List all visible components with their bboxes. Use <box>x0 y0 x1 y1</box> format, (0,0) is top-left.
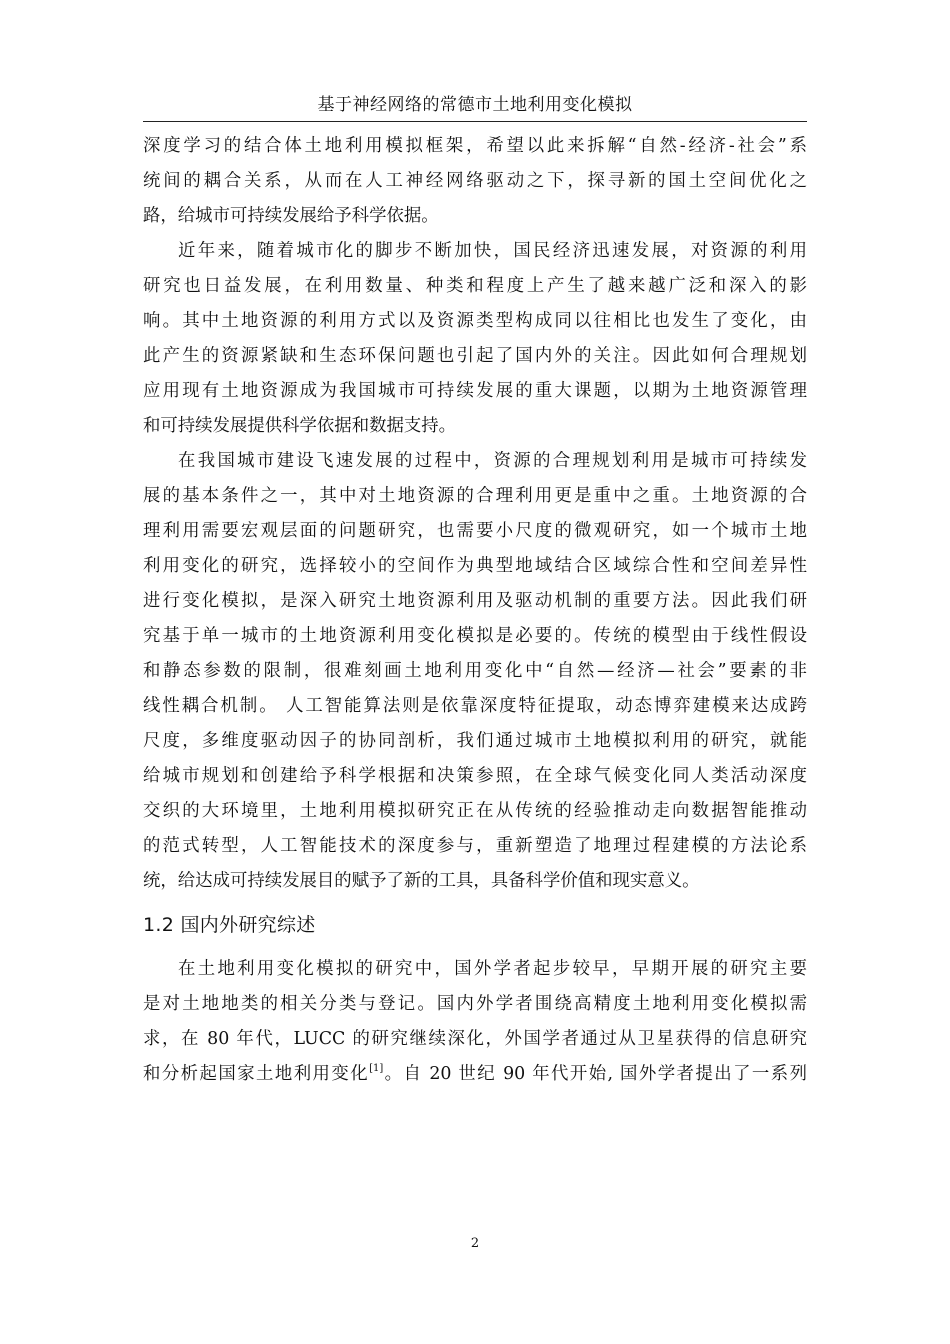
text-line: 和可持续发展提供科学依据和数据支持。 <box>143 416 457 436</box>
text-line: 深度学习的结合体土地利用模拟框架，希望以此来拆解“自然-经济-社会”系 <box>143 136 807 156</box>
text-line: 路，给城市可持续发展给予科学依据。 <box>143 206 439 226</box>
text-line: 统，给达成可持续发展目的赋予了新的工具，具备科学价值和现实意义。 <box>143 871 700 891</box>
citation-reference: [1] <box>369 1063 384 1074</box>
paragraph <box>143 234 807 444</box>
text-line: 究基于单一城市的土地资源利用变化模拟是必要的。传统的模型由于线性假设 <box>143 626 807 646</box>
text-line: 响。其中土地资源的利用方式以及资源类型构成同以往相比也发生了变化，由 <box>143 311 807 331</box>
text-line: 的范式转型，人工智能技术的深度参与，重新塑造了地理过程建模的方法论系 <box>143 836 807 856</box>
text-line: 求，在 80 年代，LUCC 的研究继续深化，外国学者通过从卫星获得的信息研究 <box>143 1029 807 1049</box>
text-line: 尺度，多维度驱动因子的协同剖析，我们通过城市土地模拟利用的研究，就能 <box>143 731 807 751</box>
header-rule <box>143 121 807 122</box>
paragraph <box>143 444 807 899</box>
text-line: 此产生的资源紧缺和生态环保问题也引起了国内外的关注。因此如何合理规划 <box>143 346 807 366</box>
paragraph <box>143 952 807 1092</box>
text-line: 研究也日益发展，在利用数量、种类和程度上产生了越来越广泛和深入的影 <box>143 276 807 296</box>
text-line: 线性耦合机制。 人工智能算法则是依靠深度特征提取，动态博弈建模来达成跨 <box>143 696 807 716</box>
running-header-title: 基于神经网络的常德市土地利用变化模拟 <box>317 95 633 115</box>
text-line: 在我国城市建设飞速发展的过程中，资源的合理规划利用是城市可持续发 <box>178 451 807 471</box>
page-number: 2 <box>470 1236 480 1251</box>
section-heading: 1.2 国内外研究综述 <box>143 914 316 936</box>
text-line: 展的基本条件之一，其中对土地资源的合理利用更是重中之重。土地资源的合 <box>143 486 807 506</box>
document-body <box>143 129 807 1092</box>
text-line: 应用现有土地资源成为我国城市可持续发展的重大课题，以期为土地资源管理 <box>143 381 807 401</box>
text-line: 和静态参数的限制，很难刻画土地利用变化中“自然—经济—社会”要素的非 <box>143 661 807 681</box>
paragraph <box>143 129 807 234</box>
text-line: 统间的耦合关系，从而在人工神经网络驱动之下，探寻新的国土空间优化之 <box>143 171 807 191</box>
text-line-with-citation <box>143 1057 807 1092</box>
text-line: 利用变化的研究，选择较小的空间作为典型地域结合区域综合性和空间差异性 <box>143 556 807 576</box>
text-line: 在土地利用变化模拟的研究中，国外学者起步较早，早期开展的研究主要 <box>178 959 807 979</box>
text-line: 进行变化模拟，是深入研究土地资源利用及驱动机制的重要方法。因此我们研 <box>143 591 807 611</box>
text-line: 给城市规划和创建给予科学根据和决策参照，在全球气候变化同人类活动深度 <box>143 766 807 786</box>
text-line: 近年来，随着城市化的脚步不断加快，国民经济迅速发展，对资源的利用 <box>178 241 807 261</box>
text-run: 和分析起国家土地利用变化 <box>143 1064 370 1084</box>
text-line: 交织的大环境里，土地利用模拟研究正在从传统的经验推动走向数据智能推动 <box>143 801 807 821</box>
text-line: 是对土地地类的相关分类与登记。国内外学者围绕高精度土地利用变化模拟需 <box>143 994 807 1014</box>
text-line: 理利用需要宏观层面的问题研究，也需要小尺度的微观研究，如一个城市土地 <box>143 521 807 541</box>
text-run: 。自 20 世纪 90 年代开始, 国外学者提出了一系列 <box>383 1064 807 1084</box>
